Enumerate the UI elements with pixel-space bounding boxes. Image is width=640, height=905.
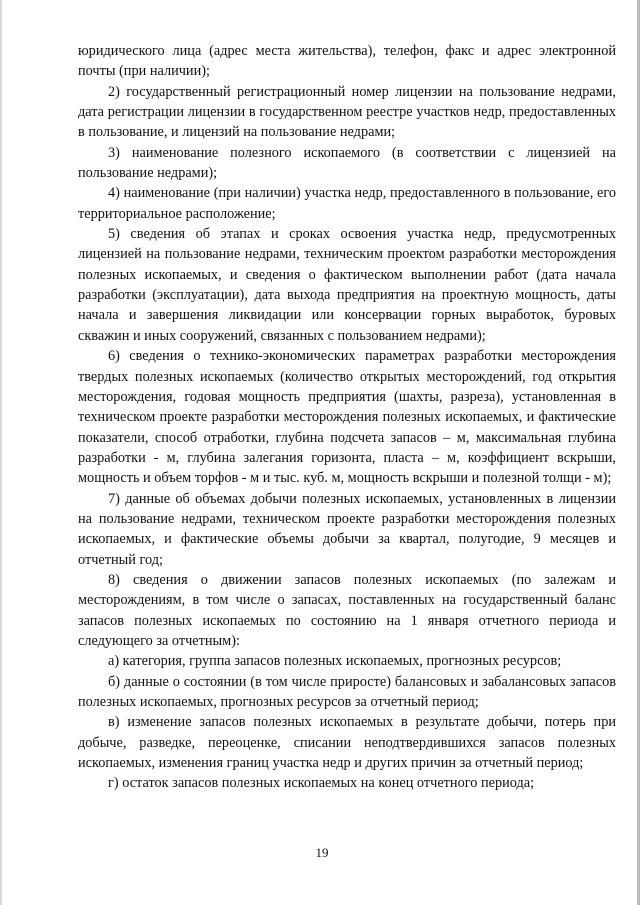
paragraph-item-3: 3) наименование полезного ископаемого (в соответствии с лицензией на пользование недрами);	[78, 144, 616, 182]
paragraph-item-4: 4) наименование (при наличии) участка недр, предоставленного в пользование, его территориальное расположение;	[78, 185, 616, 222]
paragraph-continuation: юридического лица (адрес места жительства), телефон, факс и адрес электронной почты (при наличии);	[78, 43, 616, 80]
paragraph-item-2: 2) государственный регистрационный номер лицензии на пользование недрами, дата регистрации лицензии в государственном реестре участков недр, предоставленных в пользование, и лицензий на пользование недрами;	[78, 83, 616, 141]
paragraph-subitem-a: а) категория, группа запасов полезных ископаемых, прогнозных ресурсов;	[108, 653, 562, 670]
paragraph-subitem-g: г) остаток запасов полезных ископаемых на конец отчетного периода;	[108, 775, 535, 792]
paragraph-item-6: 6) сведения о технико-экономических параметрах разработки месторождения твердых полезных ископаемых (количество открытых месторождений, год открытия месторождения, годовая мощность предприятия (шахты, разреза), установленная в техническом проекте разработки месторождения полезных ископаемых, и фактические показатели, способ отработки, глубина подсчета запасов – м, максимальная глубина разработки - м, глубина залегания горизонта, пласта – м, коэффициент вскрыши, мощность и объем торфов - м и тыс. куб. м, мощность вскрыши и полезной толщи - м);	[78, 348, 616, 487]
paragraph-subitem-v: в) изменение запасов полезных ископаемых в результате добычи, потерь при добыче, разведке, переоценке, списании неподтвердившихся запасов полезных ископаемых, изменения границ участка недр и других причин за отчетный период;	[78, 714, 616, 772]
paragraph-subitem-b: б) данные о состоянии (в том числе приросте) балансовых и забалансовых запасов полезных ископаемых, прогнозных ресурсов за отчетный период;	[78, 673, 616, 710]
document-body	[78, 41, 616, 794]
paragraph-item-5: 5) сведения об этапах и сроках освоения участка недр, предусмотренных лицензией на пользование недрами, техническим проектом разработки месторождения полезных ископаемых, и сведения о фактическом выполнении работ (дата начала разработки (эксплуатации), дата выхода предприятия на проектную мощность, даты начала и завершения ликвидации или консервации горных выработок, буровых скважин и иных сооружений, связанных с пользованием недрами);	[78, 226, 616, 344]
paragraph-item-7: 7) данные об объемах добычи полезных ископаемых, установленных в лицензии на пользование недрами, техническом проекте разработки месторождения полезных ископаемых, и фактические объемы добычи за квартал, полугодие, 9 месяцев и отчетный год;	[78, 490, 616, 568]
page-number: 19	[315, 845, 329, 860]
paragraph-item-8: 8) сведения о движении запасов полезных ископаемых (по залежам и месторождениям, в том числе о запасах, поставленных на государственный баланс запасов полезных ископаемых по состоянию на 1 января отчетного периода и следующего за отчетным):	[78, 571, 616, 649]
